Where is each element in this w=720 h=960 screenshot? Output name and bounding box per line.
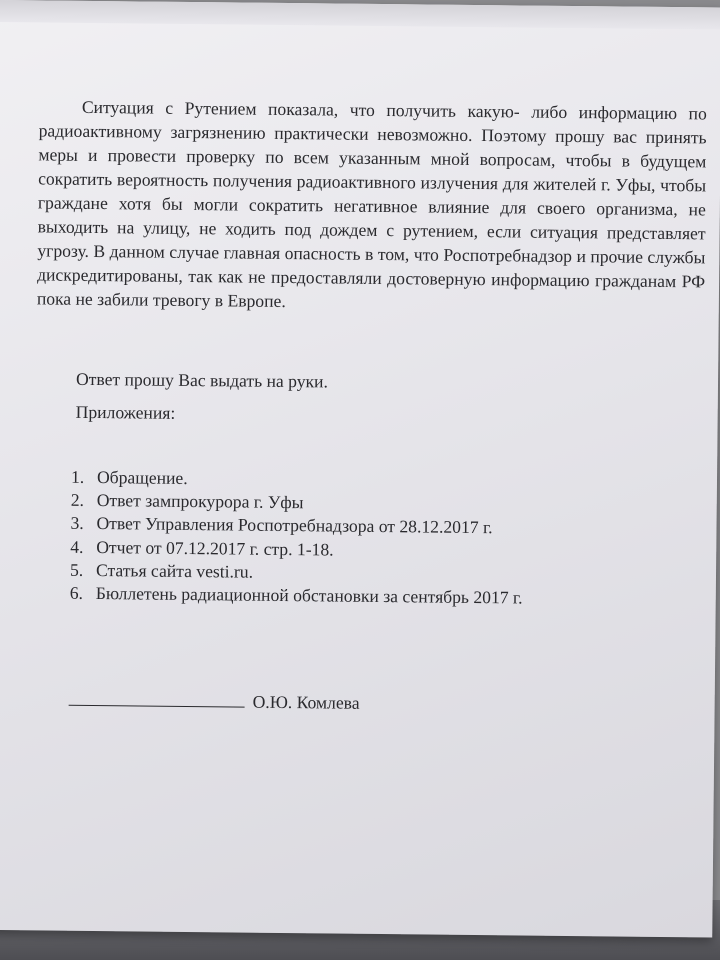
page-fold-shadow xyxy=(0,0,720,30)
list-item-text: Бюллетень радиационной обстановки за сентябрь 2017 г. xyxy=(95,582,523,608)
list-item-number: 3. xyxy=(70,513,84,534)
list-item-number: 2. xyxy=(70,489,85,511)
list-item xyxy=(70,582,523,610)
list-item-number: 6. xyxy=(69,582,84,603)
list-item-text: Отчет от 07.12.2017 г. стр. 1-18. xyxy=(96,536,334,560)
list-item-text: Ответ зампрокурора г. Уфы xyxy=(96,490,304,513)
answer-request-line: Ответ прошу Вас выдать на руки. xyxy=(75,368,329,392)
main-paragraph: Ситуация с Рутением показала, что получить какую- либо информацию по радиоактивному загрязнению практически невозможно. Поэтому прошу вас принять меры и провести проверку по всем указанным мной вопросам, чтобы в будущем сократить вероятность получения радиоактивного излучения для жителей г. Уфы, чтобы граждане хотя бы могли сократить негативное влияние для своего организма, не выходить на улицу, не ходить под дождем с рутением, если ситуация представляет угрозу. В данном случае главная опасность в том, что Роспотребнадзор и прочие службы дискредитированы, так как не предоставляли достоверную информацию гражданам РФ пока не забили тревогу в Европе. xyxy=(36,96,707,312)
list-item-number: 5. xyxy=(69,559,84,580)
list-item-text: Ответ Управления Роспотребнадзора от 28.12.2017 г. xyxy=(96,513,493,538)
signature-name: О.Ю. Комлева xyxy=(252,691,360,713)
signature-block xyxy=(69,687,360,714)
list-item-text: Статья сайта vesti.ru. xyxy=(95,559,254,582)
attachments-heading: Приложения: xyxy=(75,401,176,423)
list-item-text: Обращение. xyxy=(96,467,188,488)
signature-line xyxy=(69,687,245,708)
list-item-number: 4. xyxy=(70,536,84,557)
attachments-list xyxy=(70,466,524,610)
list-item-number: 1. xyxy=(70,466,85,487)
